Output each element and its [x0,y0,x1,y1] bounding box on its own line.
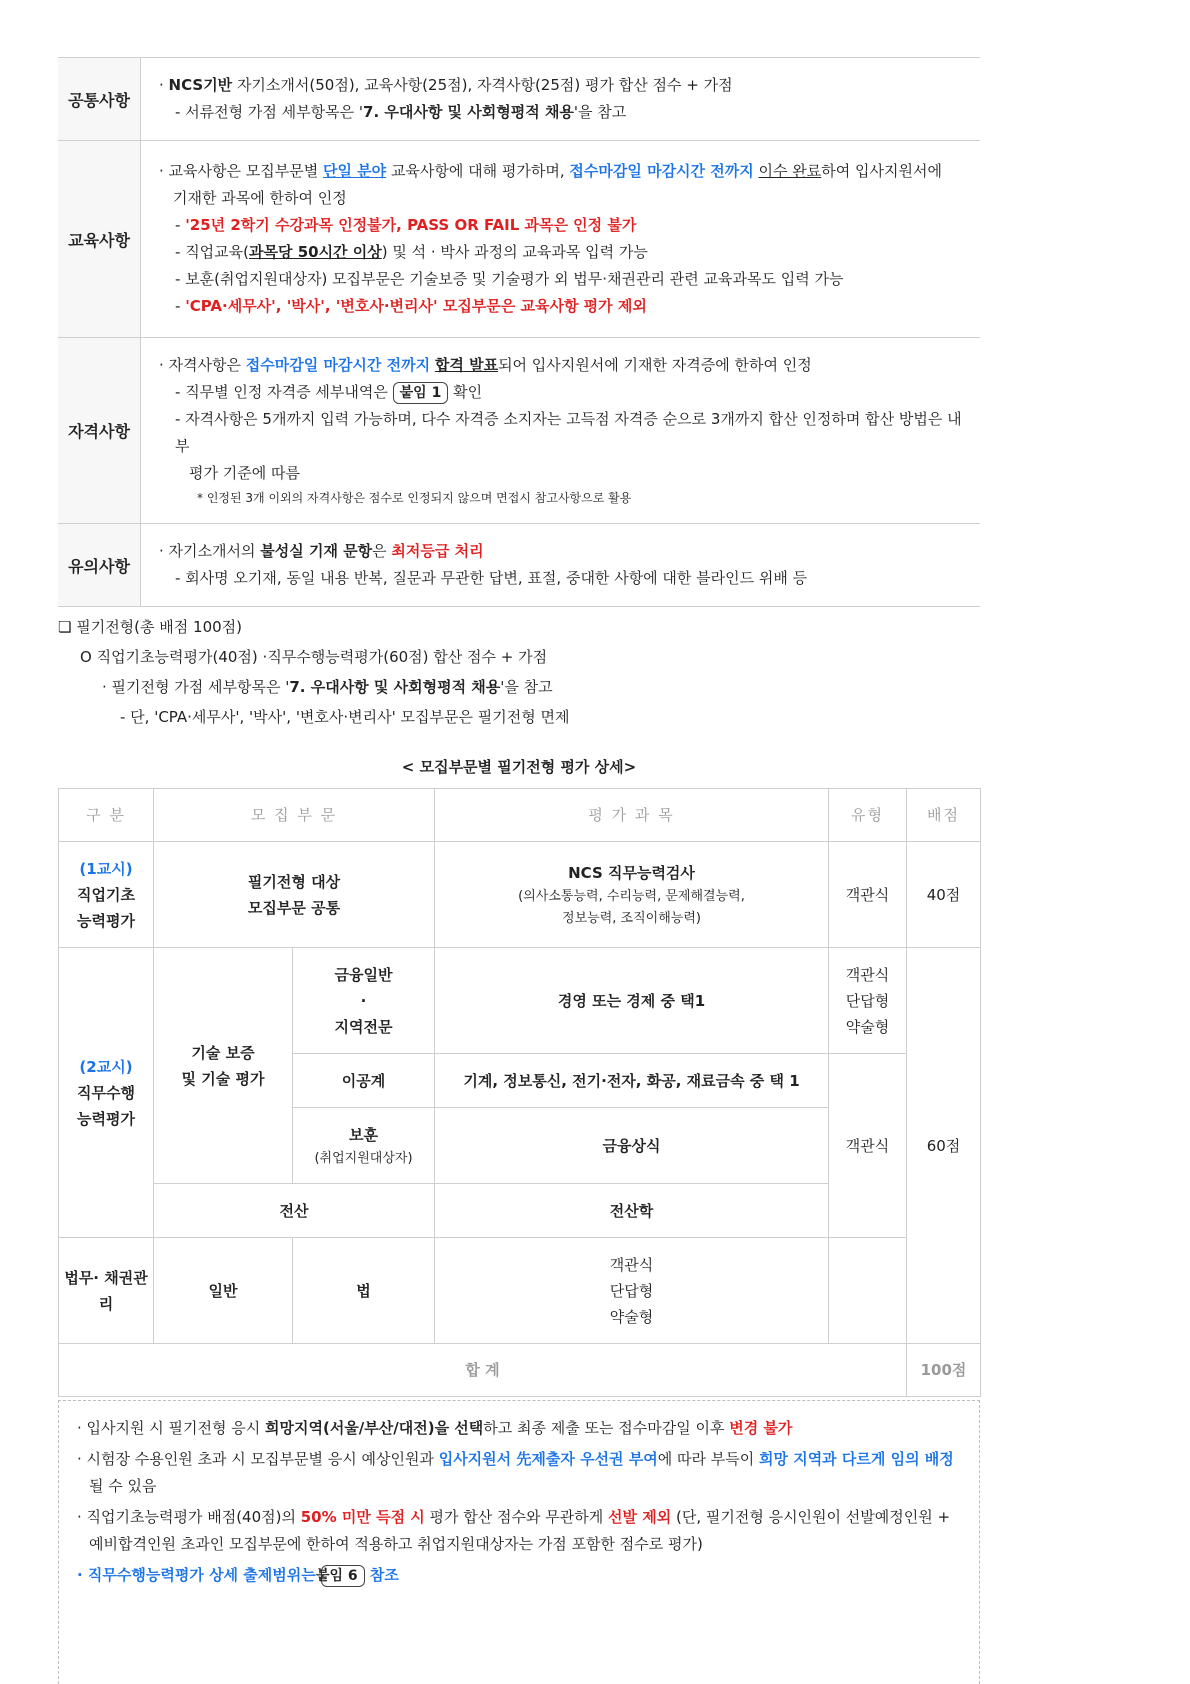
notes-box [58,1400,980,1684]
note-1: · 입사지원 시 필기전형 응시 희망지역(서울/부산/대전)을 선택하고 최종 제출 또는 접수마감일 이후 변경 불가 [77,1419,793,1437]
common-content: · NCS기반 자기소개서(50점), 교육사항(25점), 자격사항(25점) 평가 합산 점수 + 가점 - 서류전형 가점 세부항목은 '7. 우대사항 및 사회형평적 채용'을 참고 [141,58,981,141]
period1-label: (1교시) 직업기초 능력평가 [59,842,154,948]
edu-1h: 기재한 과목에 한하여 인정 [173,189,347,207]
common-line-1: 자기소개서(50점), 교육사항(25점), 자격사항(25점) 평가 합산 점수 + 가점 [232,76,733,94]
lic-1d: 합격 발표 [434,356,499,374]
edu-3b: 과목당 50시간 이상 [249,243,382,261]
header-type: 유형 [829,789,907,842]
license-row [58,338,980,524]
edu-1c: 교육사항에 대해 평가하며, [386,162,570,180]
lic-3a: 자격사항은 5개까지 입력 가능하며, 다수 자격증 소지자는 고득점 자격증 순으로 3개까지 합산 인정하며 합산 방법은 내부 [175,410,962,455]
lic-1b: 접수마감일 마감시간 전까지 [245,356,431,374]
common-line-2b: 7. 우대사항 및 사회형평적 채용 [363,103,574,121]
veteran-division: 보훈 (취업지원대상자) [293,1108,435,1184]
engineering-subject: 기계, 정보통신, 전기·전자, 화공, 재료금속 중 택 1 [435,1054,829,1108]
edu-5: 'CPA·세무사', '박사', '변호사·변리사' 모집부문은 교육사항 평가 제외 [185,297,647,315]
caution-row [58,524,980,607]
it-division: 전산 [154,1184,435,1238]
lic-3b: 평가 기준에 따름 [189,464,300,482]
lic-2c: 확인 [448,383,483,401]
it-subject: 전산학 [435,1184,829,1238]
finance-type: 객관식 단답형 약술형 [829,948,907,1054]
middle-type: 객관식 [829,1054,907,1238]
finance-division: 금융일반 · 지역전문 [293,948,435,1054]
row-header-education: 교육사항 [58,141,141,338]
period2-score: 60점 [907,948,981,1344]
table-header-row [59,789,981,842]
period1-target: 필기전형 대상 모집부문 공통 [154,842,435,948]
cau-1a: 자기소개서의 [168,542,261,560]
education-row [58,141,980,338]
total-label: 합 계 [59,1344,907,1397]
edu-2: '25년 2학기 수강과목 인정불가, PASS OR FAIL 과목은 인정 불가 [185,216,637,234]
edu-3a: 직업교육( [185,243,249,261]
row-header-common: 공통사항 [58,58,141,141]
law-type: 객관식 단답형 약술형 [435,1238,829,1344]
law-division: 법무· 채권관리 [59,1238,154,1344]
written-line-2: · 필기전형 가점 세부항목은 '7. 우대사항 및 사회형평적 채용'을 참고 [102,678,553,696]
veteran-subject: 금융상식 [435,1108,829,1184]
lic-1e: 되어 입사지원서에 기재한 자격증에 한하여 인정 [498,356,812,374]
table-total-row [59,1344,981,1397]
written-title: ❏ 필기전형(총 배점 100점) [58,618,243,636]
edu-1g: 하여 입사지원서에 [821,162,942,180]
edu-4: 보훈(취업지원대상자) 모집부문은 기술보증 및 기술평가 외 법무·채권관리 관련 교육과목도 입력 가능 [185,270,844,288]
period2-label: (2교시) 직무수행 능력평가 [59,948,154,1238]
total-score: 100점 [907,1344,981,1397]
edu-1a: 교육사항은 모집부문별 [168,162,323,180]
cau-1b: 불성실 기재 문항 [260,542,373,560]
period1-score: 40점 [907,842,981,948]
header-subject: 평 가 과 목 [435,789,829,842]
header-score: 배점 [907,789,981,842]
lic-1a: 자격사항은 [168,356,246,374]
row-header-license: 자격사항 [58,338,141,524]
law-subdivision: 일반 [154,1238,293,1344]
cau-2: 회사명 오기재, 동일 내용 반복, 질문과 무관한 답변, 표절, 중대한 사항에 대한 블라인드 위배 등 [185,569,808,587]
written-line-3: - 단, 'CPA·세무사', '박사', '변호사·변리사' 모집부문은 필기전형 면제 [120,708,570,726]
note-2: · 시험장 수용인원 초과 시 모집부문별 응시 예상인원과 입사지원서 先제출자 우선권 부여에 따라 부득이 희망 지역과 다르게 임의 배정될 수 있음 [77,1450,954,1495]
written-test-section [58,612,958,732]
education-content: · 교육사항은 모집부문별 단일 분야 교육사항에 대해 평가하며, 접수마감일 마감시간 전까지 이수 완료하여 입사지원서에 기재한 과목에 한하여 인정 - '25년 2학기 수강과목 인정불가, PASS OR FAIL 과목은 인정 불가 - 직업교육(과목당 50시간 이상) 및 석 · 박사 과정의 교육과목 입력 가능 - 보훈(취업지원대상자) 모집부문은 기술보증 및 기술평가 외 법무·채권관리 관련 교육과목도 입력 가능 - 'CPA·세무사', '박사', '변호사·변리사' 모집부문은 교육사항 평가 제외 [141,141,981,338]
lic-4: * 인정된 3개 이외의 자격사항은 점수로 인정되지 않으며 면접시 참고사항으로 활용 [197,491,632,505]
header-category: 구 분 [59,789,154,842]
ncs-label: NCS기반 [168,76,233,94]
law-subject: 법 [293,1238,435,1344]
document-criteria-table [58,57,980,607]
edu-1d: 접수마감일 마감시간 전까지 [569,162,754,180]
period1-subject: NCS 직무능력검사 (의사소통능력, 수리능력, 문제해결능력, 정보능력, 조직이해능력) [435,842,829,948]
table-row-finance [59,948,981,1054]
written-line-1: O 직업기초능력평가(40점) ·직무수행능력평가(60점) 합산 점수 + 가점 [80,648,548,666]
period1-type: 객관식 [829,842,907,948]
cau-1d: 최저등급 처리 [391,542,484,560]
table-row-law [59,1238,981,1344]
row-header-caution: 유의사항 [58,524,141,607]
edu-1b: 단일 분야 [322,162,387,180]
table-row-period1 [59,842,981,948]
note-3: · 직업기초능력평가 배점(40점)의 50% 미만 득점 시 평가 합산 점수와 무관하게 선발 제외 (단, 필기전형 응시인원이 선발예정인원 + 예비합격인원 초과인 모집부문에 한하여 적용하고 취업지원대상자는 가점 포함한 점수로 평가) [77,1508,951,1553]
engineering-division: 이공계 [293,1054,435,1108]
common-line-2c: '을 참고 [573,103,627,121]
edu-3c: ) 및 석 · 박사 과정의 교육과목 입력 가능 [381,243,648,261]
attachment-6-badge: 붙임 6 [321,1565,365,1587]
note-4: · 직무수행능력평가 상세 출제범위는 붙임 6 참조 [75,1562,963,1589]
caution-content: · 자기소개서의 불성실 기재 문항은 최저등급 처리 - 회사명 오기재, 동일 내용 반복, 질문과 무관한 답변, 표절, 중대한 사항에 대한 블라인드 위배 등 [141,524,981,607]
header-division: 모 집 부 문 [154,789,435,842]
lic-2a: 직무별 인정 자격증 세부내역은 [185,383,393,401]
common-row [58,58,980,141]
finance-subject: 경영 또는 경제 중 택1 [435,948,829,1054]
edu-1f: 이수 완료 [758,162,822,180]
license-content: · 자격사항은 접수마감일 마감시간 전까지 합격 발표되어 입사지원서에 기재한 자격증에 한하여 인정 - 직무별 인정 자격증 세부내역은 붙임 1 확인 - 자격사항은 5개까지 입력 가능하며, 다수 자격증 소지자는 고득점 자격증 순으로 3개까지 합산 인정하며 합산 방법은 내부 평가 기준에 따름 * 인정된 3개 이외의 자격사항은 점수로 인정되지 않으며 면접시 참고사항으로 활용 [141,338,981,524]
evaluation-table [58,788,981,1397]
table-caption: < 모집부문별 필기전형 평가 상세> [401,758,637,776]
attachment-1-badge: 붙임 1 [393,382,449,404]
common-line-2a: 서류전형 가점 세부항목은 ' [185,103,364,121]
tech-division: 기술 보증 및 기술 평가 [154,948,293,1184]
